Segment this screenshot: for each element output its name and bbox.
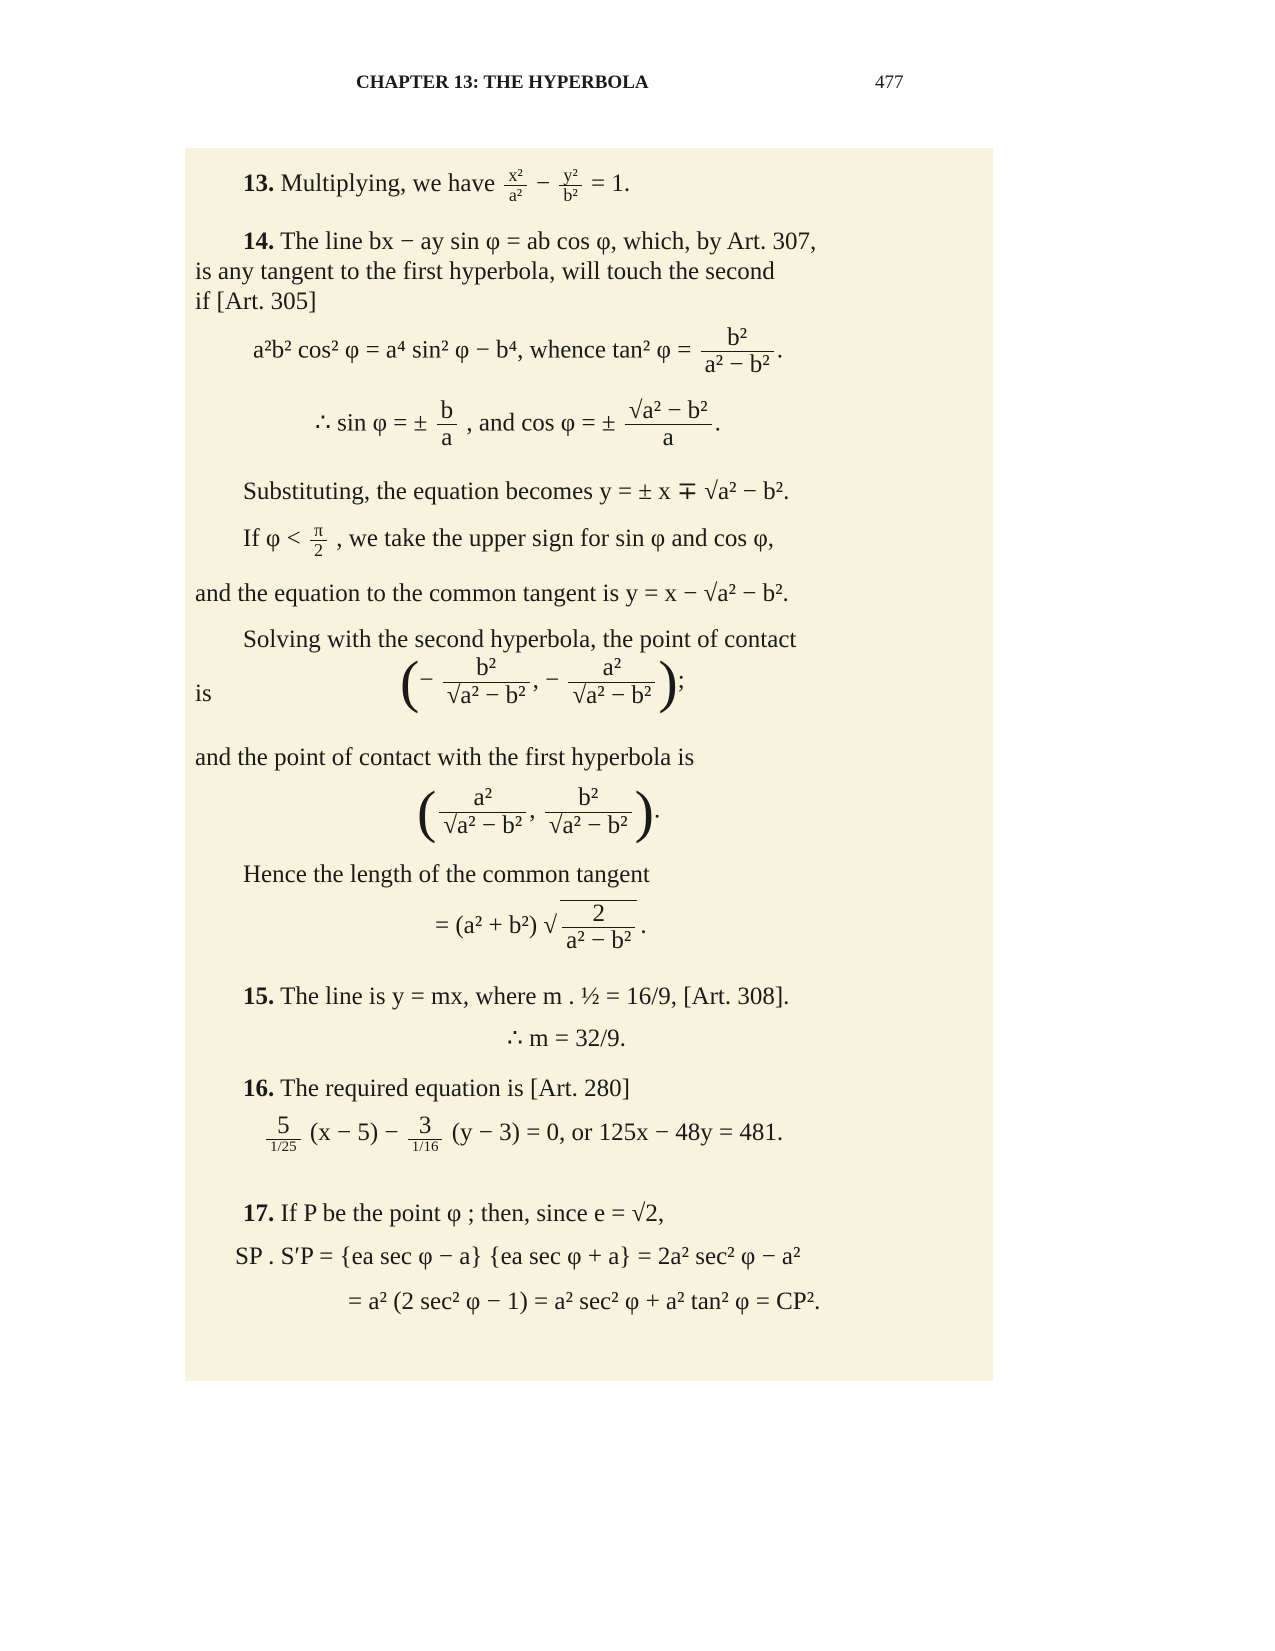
common-tangent-line: and the equation to the common tangent is y = x − √a² − b².	[195, 580, 789, 607]
problem-17-line-2: SP . S′P = {ea sec φ − a} {ea sec φ + a} = 2a² sec² φ − a²	[235, 1243, 801, 1270]
problem-text: Multiplying, we have	[280, 170, 496, 198]
point-of-contact-second: (− $\frac{\text{b²}}{\text{√a² − b²}}$ , − $\frac{\text{a²}}{\text{√a² − b²}}$ );	[400, 649, 685, 714]
scanned-page	[185, 148, 993, 1381]
if-phi-line: If φ < $\frac{\pi}{2}$ , we take the upper sign for sin φ and cos φ,	[243, 520, 775, 560]
text-line: The line bx − ay sin φ = ab cos φ, which, by Art. 307,	[280, 228, 817, 255]
fraction: $\frac{\text{b²}}{\text{a² − b²}}$	[701, 325, 774, 379]
fraction: $\frac{\text{x²}}{\text{a²}}$	[504, 166, 526, 205]
hence-line: Hence the length of the common tangent	[243, 861, 650, 888]
problem-number: 15.	[243, 983, 275, 1010]
problem-14-line-2: is any tangent to the first hyperbola, will touch the second	[195, 258, 775, 285]
solving-line: Solving with the second hyperbola, the point of contact	[243, 626, 797, 653]
problem-16-equation: 5 1/25 (x − 5) − 3 1/16 (y − 3) = 0, or 125x − 48y = 481.	[263, 1113, 783, 1156]
fraction: $\frac{\text{b²}}{\text{√a² − b²}}$	[443, 655, 530, 709]
fraction: $\frac{2}{\text{a² − b²}}$	[560, 900, 637, 955]
fraction: $\frac{b}{a}$	[437, 398, 458, 452]
equation-end: = 1.	[590, 170, 631, 198]
text-line: The line is y = mx, where m . ½ = 16/9, [Art. 308].	[280, 983, 790, 1010]
fraction: $\frac{\text{b²}}{\text{√a² − b²}}$	[545, 785, 632, 839]
problem-15-line-2: ∴ m = 32/9.	[507, 1025, 626, 1052]
fraction: 3 1/16	[408, 1113, 443, 1156]
fraction: $\frac{\text{a²}}{\text{√a² − b²}}$	[568, 655, 655, 709]
first-hyperbola-line: and the point of contact with the first hyperbola is	[195, 744, 695, 771]
problem-number: 17.	[243, 1200, 275, 1227]
fraction: 5 1/25	[266, 1113, 301, 1156]
text-line: If P be the point φ ; then, since e = √2,	[280, 1200, 665, 1227]
problem-14-line-1	[243, 228, 816, 256]
point-of-contact-first: ( $\frac{\text{a²}}{\text{√a² − b²}}$ , $\frac{\text{b²}}{\text{√a² − b²}}$ ).	[417, 779, 661, 844]
problem-15-line-1	[243, 983, 789, 1011]
fraction: $\frac{\pi}{2}$	[310, 521, 327, 560]
problem-16-line-1	[243, 1075, 630, 1103]
fraction: $\frac{\text{√a² − b²}}{a}$	[625, 398, 712, 452]
problem-13: 13. Multiplying, we have $\frac{\text{x²}}{\text{a²}}$ − $\frac{\text{y²}}{\text{b²}}$ = 1.	[243, 165, 631, 205]
problem-14-line-3: if [Art. 305]	[195, 288, 317, 315]
problem-number: 16.	[243, 1075, 275, 1102]
chapter-title: CHAPTER 13: THE HYPERBOLA	[356, 72, 649, 93]
is-label: is	[195, 680, 212, 707]
fraction: $\frac{\text{a²}}{\text{√a² − b²}}$	[439, 785, 526, 839]
equation-sin-cos: ∴ sin φ = ± $\frac{b}{a}$ , and cos φ = ± $\frac{\text{√a² − b²}}{a}$ .	[315, 397, 721, 452]
problem-17-line-1	[243, 1200, 664, 1228]
page-number: 477	[875, 72, 904, 93]
problem-number: 13.	[243, 170, 275, 198]
problem-number: 14.	[243, 228, 275, 255]
problem-17-line-3: = a² (2 sec² φ − 1) = a² sec² φ + a² tan² φ = CP².	[348, 1288, 821, 1315]
substituting-line: Substituting, the equation becomes y = ± x ∓ √a² − b².	[243, 478, 790, 505]
fraction: $\frac{\text{y²}}{\text{b²}}$	[559, 166, 581, 205]
tangent-length: = (a² + b²) √ $\frac{2}{\text{a² − b²}}$ .	[435, 900, 647, 955]
text-line: The required equation is [Art. 280]	[280, 1075, 630, 1102]
equation-tan: a²b² cos² φ = a⁴ sin² φ − b⁴, whence tan² φ = $\frac{\text{b²}}{\text{a² − b²}}$ .	[253, 324, 784, 379]
